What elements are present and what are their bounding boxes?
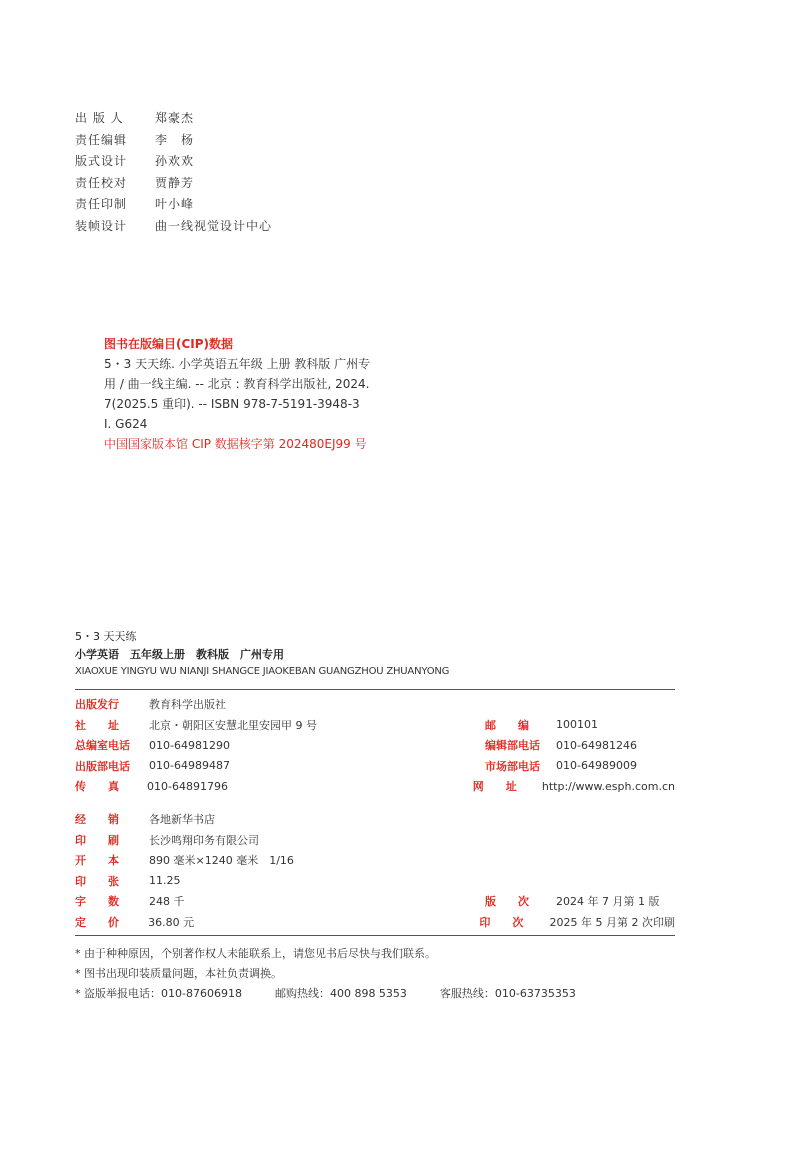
info-label: 社 址 — [75, 718, 119, 732]
info-value: 教育科学出版社 — [149, 698, 226, 712]
info-label: 传 真 — [75, 780, 119, 794]
credit-role: 责任校对 — [75, 175, 128, 190]
info-label: 编辑部电话 — [485, 739, 540, 753]
info-value: 100101 — [556, 718, 598, 732]
info-label: 开 本 — [75, 854, 119, 868]
info-row — [75, 809, 675, 830]
credit-role: 责任印制 — [75, 197, 128, 212]
info-value: 长沙鸣翔印务有限公司 — [149, 833, 259, 847]
book-series: 5・3 天天练 — [75, 630, 137, 643]
info-label: 网 址 — [472, 780, 517, 794]
divider — [75, 689, 675, 690]
cip-line: Ⅰ. G624 — [104, 417, 148, 431]
info-row — [75, 871, 675, 892]
credit-row — [75, 172, 272, 194]
info-label: 经 销 — [75, 813, 119, 827]
info-label: 出版发行 — [75, 698, 119, 712]
cip-title: 图书在版编目(CIP)数据 — [104, 337, 234, 351]
info-value: 2025 年 5 月第 2 次印刷 — [549, 915, 675, 929]
info-value: 各地新华书店 — [149, 813, 215, 827]
info-value: 2024 年 7 月第 1 版 — [556, 895, 660, 909]
info-label: 总编室电话 — [75, 739, 130, 753]
info-row — [75, 694, 675, 715]
info-label: 出版部电话 — [75, 759, 130, 773]
credit-name: 李 杨 — [155, 132, 195, 147]
credit-row — [75, 150, 272, 172]
info-row — [75, 715, 675, 736]
info-value: 010-64891796 — [147, 779, 228, 793]
credit-name: 叶小峰 — [155, 197, 195, 212]
info-label: 市场部电话 — [485, 759, 540, 773]
credit-role: 装帧设计 — [75, 218, 128, 233]
credit-name: 曲一线视觉设计中心 — [155, 218, 273, 233]
cip-line: 7(2025.5 重印). -- ISBN 978-7-5191-3948-3 — [104, 397, 360, 411]
info-label: 邮 编 — [485, 718, 529, 732]
note-line: * 盗版举报电话：010-87606918 邮购热线：400 898 5353 客服热线：010-63735353 — [75, 987, 576, 1000]
info-row — [75, 850, 675, 871]
cip-block — [104, 334, 464, 454]
book-pinyin: XIAOXUE YINGYU WU NIANJI SHANGCE JIAOKEBAN GUANGZHOU ZHUANYONG — [75, 666, 450, 677]
info-row — [75, 735, 675, 756]
credit-row — [75, 129, 272, 151]
info-value: 北京・朝阳区安慧北里安园甲 9 号 — [149, 718, 317, 732]
divider — [75, 935, 675, 936]
website-link[interactable]: http://www.esph.com.cn — [541, 779, 675, 793]
info-row — [75, 891, 675, 912]
info-label: 印 张 — [75, 874, 119, 888]
info-value: 010-64981246 — [556, 738, 637, 752]
info-row — [75, 912, 675, 933]
info-row — [75, 756, 675, 777]
notes — [75, 944, 576, 1004]
printing-info — [75, 809, 675, 932]
credit-row — [75, 193, 272, 215]
publisher-info — [75, 694, 675, 797]
info-label: 版 次 — [485, 895, 529, 909]
cip-line: 用 / 曲一线主编. -- 北京 : 教育科学出版社, 2024. — [104, 377, 370, 391]
credit-role: 出 版 人 — [75, 111, 124, 126]
credit-role: 版式设计 — [75, 154, 128, 169]
credit-name: 孙欢欢 — [155, 154, 195, 169]
book-header — [75, 628, 675, 680]
info-value: 248 千 — [149, 895, 185, 909]
credit-row — [75, 107, 272, 129]
info-value: 36.80 元 — [148, 915, 195, 929]
credits-list — [75, 107, 272, 236]
note-line: * 由于种种原因，个别著作权人未能联系上，请您见书后尽快与我们联系。 — [75, 947, 436, 960]
info-label: 印 刷 — [75, 833, 119, 847]
info-label: 字 数 — [75, 895, 119, 909]
info-value: 010-64981290 — [149, 738, 230, 752]
credit-role: 责任编辑 — [75, 132, 128, 147]
credit-name: 贾静芳 — [155, 175, 195, 190]
info-row — [75, 830, 675, 851]
cip-record-number: 中国国家版本馆 CIP 数据核字第 202480EJ99 号 — [104, 437, 367, 451]
info-value: 010-64989009 — [556, 759, 637, 773]
cip-line: 5・3 天天练. 小学英语五年级 上册 教科版 广州专 — [104, 357, 371, 371]
info-label: 印 次 — [479, 915, 524, 929]
info-value: 890 毫米×1240 毫米 1/16 — [149, 854, 294, 868]
book-title: 小学英语 五年级上册 教科版 广州专用 — [75, 648, 284, 661]
info-label: 定 价 — [75, 915, 119, 929]
note-line: * 图书出现印装质量问题，本社负责调换。 — [75, 967, 282, 980]
info-value: 010-64989487 — [149, 759, 230, 773]
info-value: 11.25 — [149, 874, 181, 888]
credit-row — [75, 215, 272, 237]
credit-name: 郑豪杰 — [155, 111, 195, 126]
info-row — [75, 776, 675, 797]
